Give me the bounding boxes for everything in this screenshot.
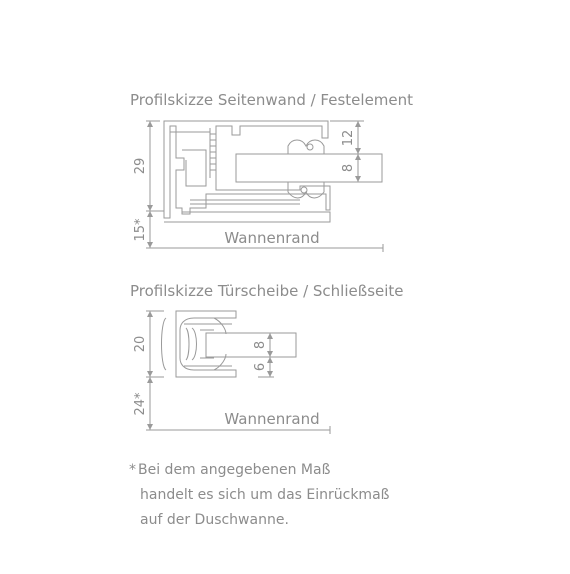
footnote-line-3: auf der Duschwanne.: [140, 512, 289, 528]
diagram2-dim-gap: 6: [253, 362, 268, 372]
footnote-star: *: [129, 462, 136, 478]
footnote-line-1: Bei dem angegebenen Maß: [138, 462, 331, 478]
diagram2-base-label: Wannenrand: [224, 410, 320, 428]
diagram1-dim-top: 12: [341, 129, 356, 147]
footnote-line-2: handelt es sich um das Einrückmaß: [140, 487, 390, 503]
diagram1-dim-glass: 8: [341, 163, 356, 173]
diagram1-title: Profilskizze Seitenwand / Festelement: [130, 91, 414, 109]
diagram1-dim-profile: 29: [133, 157, 148, 175]
diagram2-dim-inset: 24*: [133, 392, 148, 416]
diagram2-dim-profile: 20: [133, 335, 148, 353]
diagram2-dim-glass: 8: [253, 340, 268, 350]
diagram2-title: Profilskizze Türscheibe / Schließseite: [130, 282, 404, 300]
diagram1-base-label: Wannenrand: [224, 229, 320, 247]
diagram1-dim-inset: 15*: [133, 218, 148, 242]
footnote: [129, 458, 389, 533]
